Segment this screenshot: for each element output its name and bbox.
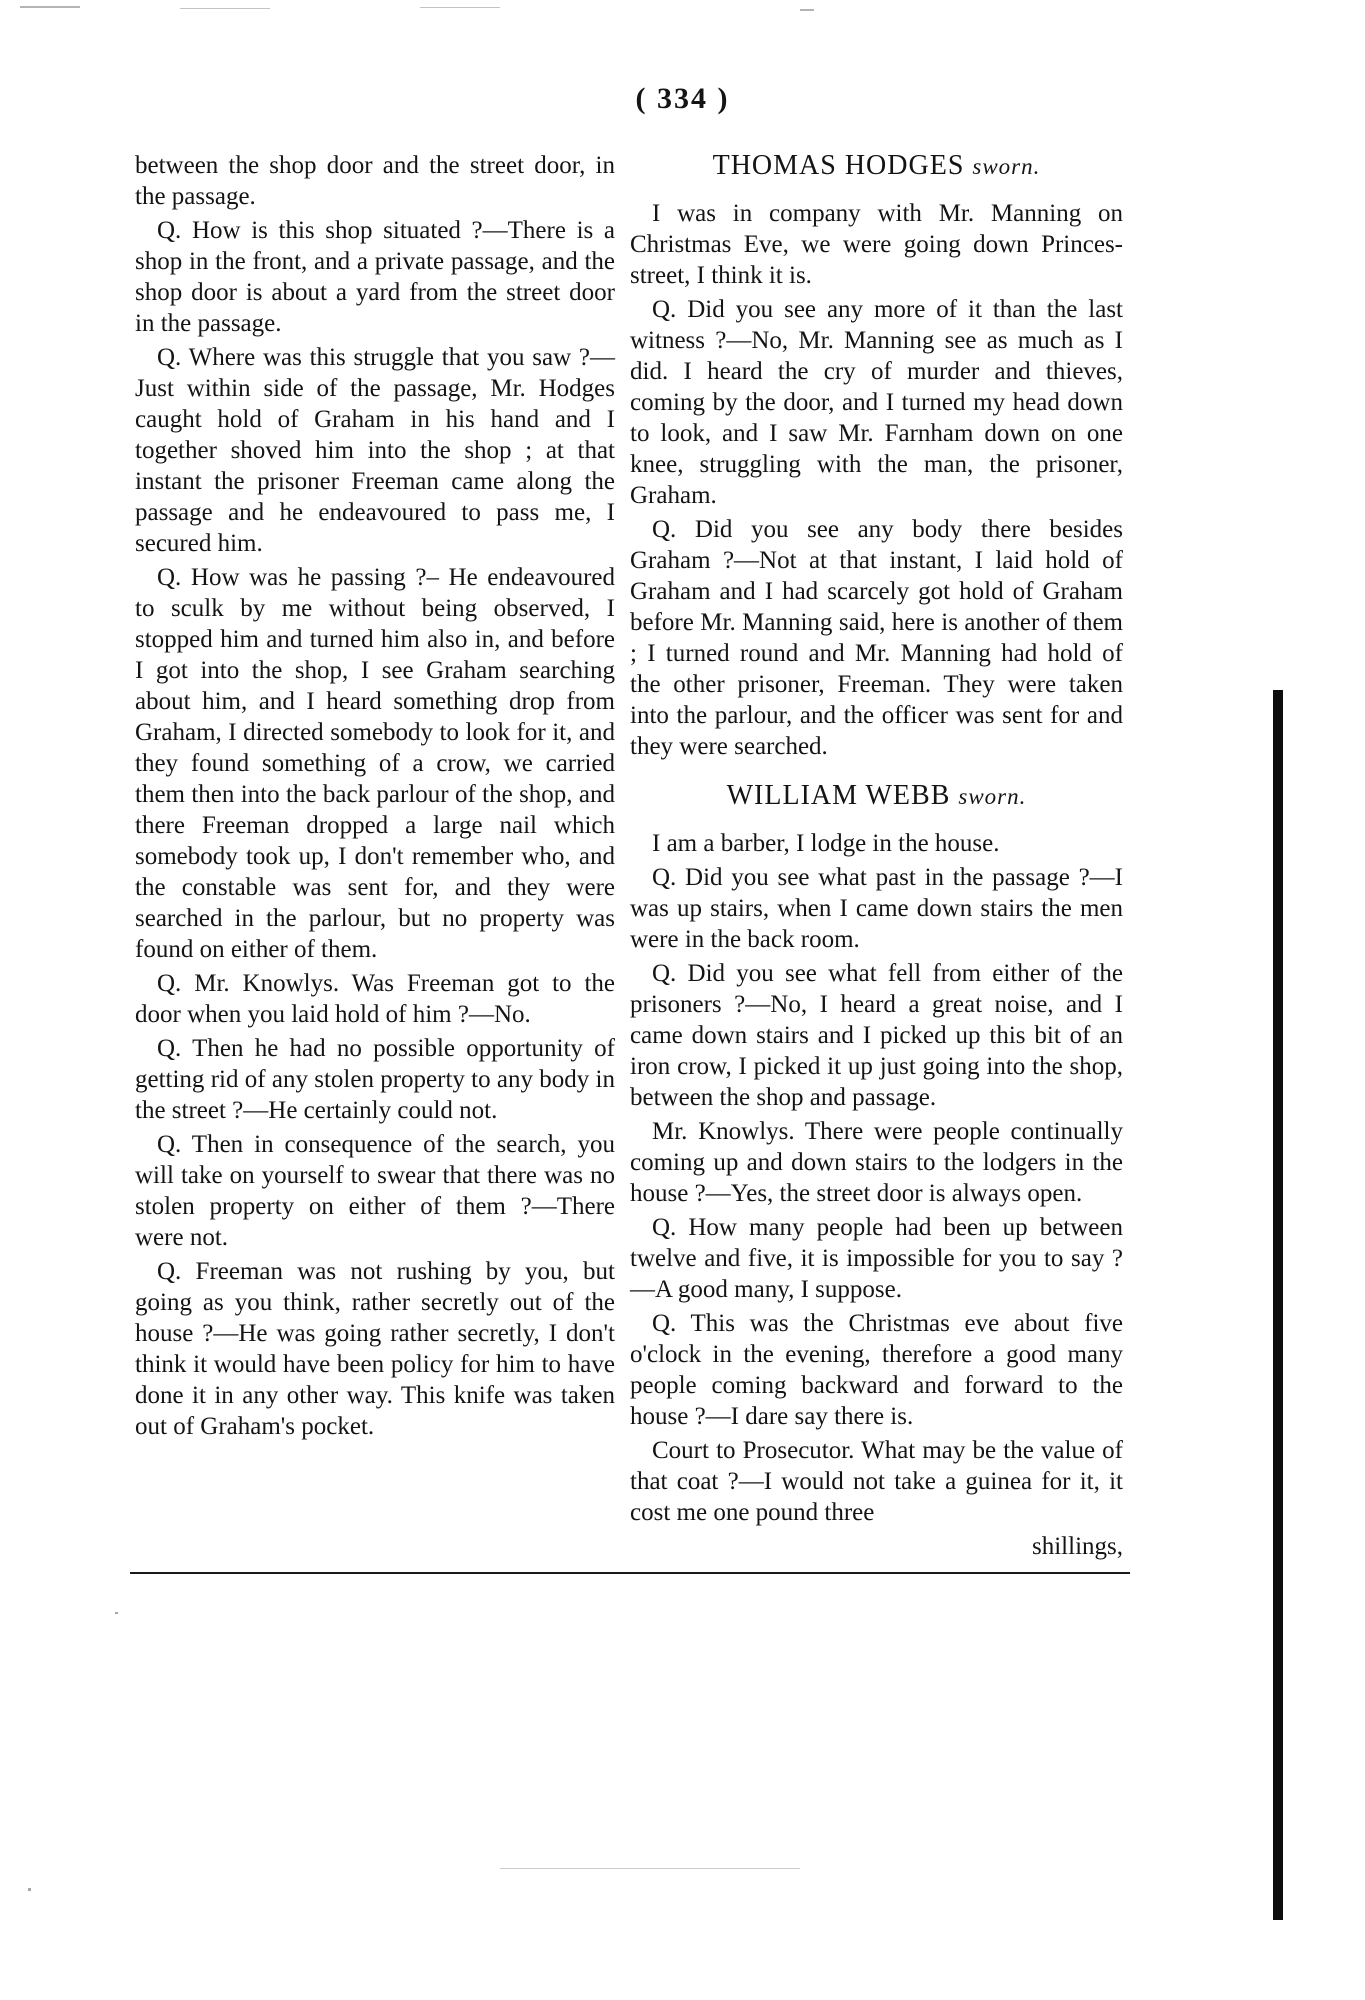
right-paragraph: Q. This was the Christmas eve about five o'clock in the evening, therefore a good many people coming backward and forward to the house ?—I dare say there is. xyxy=(630,1310,1123,1430)
right-paragraph: Q. Did you see what past in the passage ?—I was up stairs, when I came down stairs the men were in the back room. xyxy=(630,864,1123,953)
left-paragraph: Q. How was he passing ?– He endeavoured to sculk by me without being observed, I stopped him and turned him also in, and before I got into the shop, I see Graham searching about him, and I heard something drop from Graham, I directed somebody to look for it, and they found something of a crow, we carried them then into the back parlour of the shop, and there Freeman dropped a large nail which somebody took up, I don't remember who, and the constable was sent for, and they were searched in the parlour, but no property was found on either of them. xyxy=(135,564,615,963)
right-paragraph: I was in company with Mr. Manning on Christmas Eve, we were going down Princes-street, I think it is. xyxy=(630,200,1123,289)
left-paragraph: Q. How is this shop situated ?—There is a shop in the front, and a private passage, and the shop door is about a yard from the street door in the passage. xyxy=(135,217,615,337)
left-paragraph: Q. Then in consequence of the search, you will take on yourself to swear that there was no stolen property on either of them ?—There were not. xyxy=(135,1131,615,1251)
right-paragraph: Court to Prosecutor. What may be the value of that coat ?—I would not take a guinea for it, it cost me one pound three xyxy=(630,1437,1123,1526)
left-paragraph: Q. Mr. Knowlys. Was Freeman got to the door when you laid hold of him ?—No. xyxy=(135,970,615,1028)
sworn-label: sworn. xyxy=(958,784,1027,809)
page-number: ( 334 ) xyxy=(635,82,730,115)
left-paragraph: between the shop door and the street door, in the passage. xyxy=(135,152,615,210)
right-paragraph: Q. Did you see any body there besides Graham ?—Not at that instant, I laid hold of Graham and I had scarcely got hold of Graham before Mr. Manning said, here is another of them ; I turned round and Mr. Manning had hold of the other prisoner, Freeman. They were taken into the parlour, and the officer was sent for and they were searched. xyxy=(630,516,1123,760)
left-paragraph: Q. Where was this struggle that you saw ?—Just within side of the passage, Mr. Hodges caught hold of Graham in his hand and I together shoved him into the shop ; at that instant the prisoner Freeman came along the passage and he endeavoured to pass me, I secured him. xyxy=(135,344,615,557)
witness-name: THOMAS HODGES xyxy=(712,150,965,181)
right-paragraph: Q. How many people had been up between twelve and five, it is impossible for you to say ?—A good many, I suppose. xyxy=(630,1214,1123,1303)
witness-name: WILLIAM WEBB xyxy=(726,780,951,811)
sworn-label: sworn. xyxy=(972,154,1041,179)
left-paragraph: Q. Then he had no possible opportunity of getting rid of any stolen property to any body in the street ?—He certainly could not. xyxy=(135,1035,615,1124)
catchword: shillings, xyxy=(1032,1533,1123,1560)
right-paragraph: Mr. Knowlys. There were people continually coming up and down stairs to the lodgers in the house ?—Yes, the street door is always open. xyxy=(630,1118,1123,1207)
right-paragraph: Q. Did you see what fell from either of the prisoners ?—No, I heard a great noise, and I came down stairs and I picked up this bit of an iron crow, I picked it up just going into the shop, between the shop and passage. xyxy=(630,960,1123,1111)
right-paragraph: Q. Did you see any more of it than the last witness ?—No, Mr. Manning see as much as I did. I heard the cry of murder and thieves, coming by the door, and I turned my head down to look, and I saw Mr. Farnham down on one knee, struggling with the man, the prisoner, Graham. xyxy=(630,296,1123,509)
right-paragraph: I am a barber, I lodge in the house. xyxy=(652,830,1000,857)
left-paragraph: Q. Freeman was not rushing by you, but going as you think, rather secretly out of the house ?—He was going rather secretly, I don't think it would have been policy for him to have done it in any other way. This knife was taken out of Graham's pocket. xyxy=(135,1258,615,1440)
